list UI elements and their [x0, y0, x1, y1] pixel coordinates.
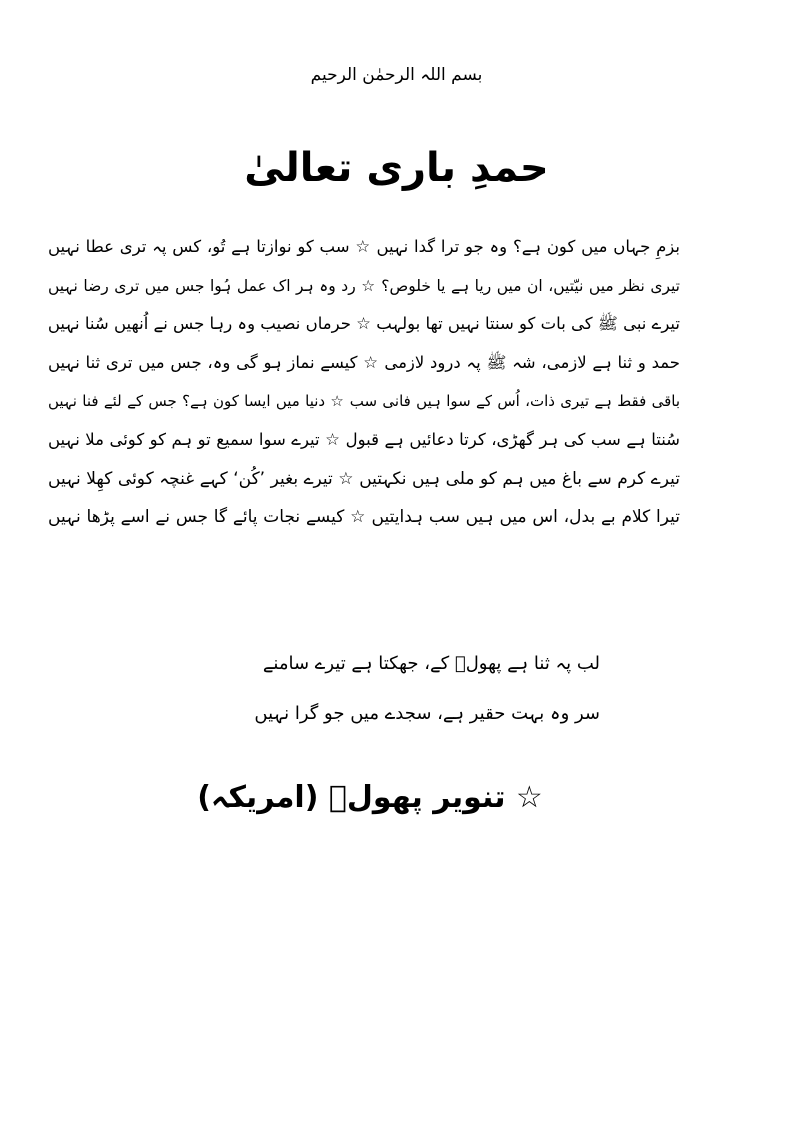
- verse-line: تیرے نبی ﷺ کی بات کو سنتا نہیں تھا بولہب ☆ حرماں نصیب وہ رہا جس نے اُنھیں سُنا نہیں: [48, 314, 680, 334]
- poet-signature: ☆ تنویر پھولؔ (امریکہ): [197, 780, 543, 815]
- verse-line: باقی فقط ہے تیری ذات، اُس کے سوا ہیں فانی سب ☆ دنیا میں ایسا کون ہے؟ جس کے لئے فنا نہیں: [48, 392, 680, 411]
- verse-line: تیری نظر میں نیّتیں، ان میں ریا ہے یا خلوص؟ ☆ رد وہ ہر اک عمل ہُوا جس میں تری رضا نہیں: [48, 276, 680, 295]
- verse-line: حمد و ثنا ہے لازمی، شہ ﷺ پہ درود لازمی ☆ کیسے نماز ہو گی وہ، جس میں تری ثنا نہیں: [48, 352, 680, 372]
- verse-line: تیرا کلام بے بدل، اس میں ہیں سب ہدایتیں ☆ کیسے نجات پائے گا جس نے اسے پڑھا نہیں: [48, 507, 680, 528]
- poem-title: حمدِ باری تعالیٰ: [244, 145, 549, 191]
- closing-couplet: [180, 646, 600, 732]
- closing-line-second: سر وہ بہت حقیر ہے، سجدے میں جو گرا نہیں: [254, 703, 600, 724]
- verse-line: تیرے کرم سے باغ میں ہم کو ملی ہیں نکہتیں ☆ تیرے بغیر ’کُن‘ کہے غنچہ کوئی کھِلا نہیں: [48, 468, 680, 489]
- verse-line: سُنتا ہے سب کی ہر گھڑی، کرتا دعائیں ہے قبول ☆ تیرے سوا سمیع تو ہم کو کوئی ملا نہیں: [48, 429, 680, 449]
- bismillah-heading: بسم اللہ الرحمٰن الرحیم: [310, 65, 483, 85]
- verse-line: بزمِ جہاں میں کون ہے؟ وہ جو ترا گدا نہیں ☆ سب کو نوازتا ہے تُو، کس پہ تری عطا نہیں: [48, 237, 680, 256]
- closing-line-first: لب پہ ثنا ہے پھولؔ کے، جھکتا ہے تیرے سامنے: [262, 653, 600, 674]
- poem-verses: [48, 228, 680, 537]
